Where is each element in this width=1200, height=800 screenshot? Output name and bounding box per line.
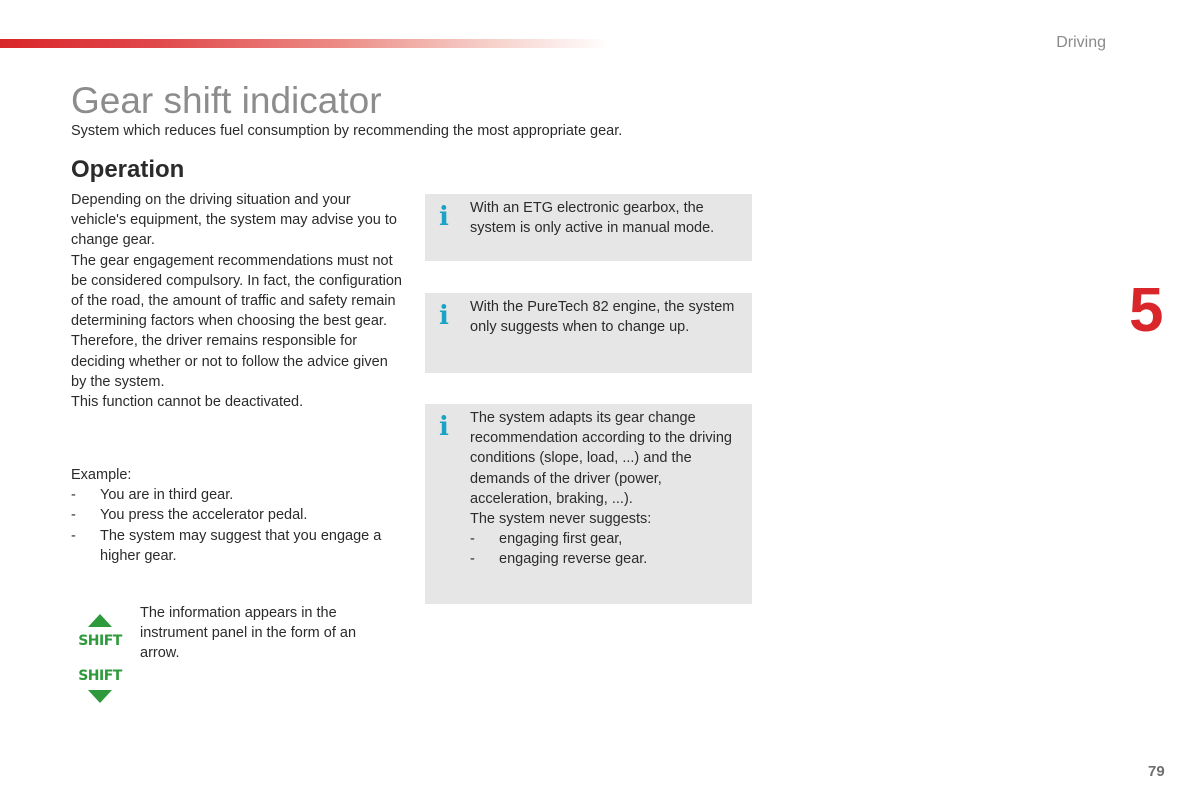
page-number: 79 xyxy=(1148,763,1165,780)
example-block xyxy=(71,465,401,566)
info-icon: i xyxy=(439,412,449,442)
list-marker: - xyxy=(71,487,76,504)
chapter-number: 5 xyxy=(1129,276,1164,345)
shift-up-arrow-icon xyxy=(88,614,112,627)
list-item xyxy=(71,485,401,505)
list-item xyxy=(71,526,401,566)
page-title: Gear shift indicator xyxy=(71,80,382,121)
list-item-text: The system may suggest that you engage a higher gear. xyxy=(100,527,382,564)
info-icon: i xyxy=(439,301,449,331)
shift-down-arrow-icon xyxy=(88,690,112,703)
shift-indicator-caption: The information appears in the instrument panel in the form of an arrow. xyxy=(140,605,357,662)
list-marker: - xyxy=(470,551,475,568)
info-box-adaptation xyxy=(425,404,752,604)
list-marker: - xyxy=(71,527,76,544)
info-box-text: With an ETG electronic gearbox, the system is only active in manual mode. xyxy=(470,200,715,237)
list-item xyxy=(470,529,740,549)
list-item-text: You press the accelerator pedal. xyxy=(100,507,308,524)
section-label: Driving xyxy=(1056,34,1106,51)
list-marker: - xyxy=(470,531,475,548)
operation-paragraph: The gear engagement recommendations must not be considered compulsory. In fact, the configuration of the road, the amount of traffic and safety remain determining factors when choosing the best gear. Therefore, the driver remains responsible for deciding whether or not to follow the advice given by the system. xyxy=(71,252,403,390)
shift-indicator-icons xyxy=(78,612,124,706)
info-box-etg xyxy=(425,194,752,261)
section-heading-operation: Operation xyxy=(71,156,185,183)
info-icon: i xyxy=(439,202,449,232)
list-item-text: engaging reverse gear. xyxy=(499,551,648,568)
list-marker: - xyxy=(71,507,76,524)
info-paragraph: The system never suggests: xyxy=(470,511,652,528)
list-item xyxy=(470,549,740,569)
info-paragraph: The system adapts its gear change recommendation according to the driving conditions (slope, load, ...) and the demands of the driver (power, acceleration, braking, ...). xyxy=(470,410,732,507)
info-box-puretech xyxy=(425,293,752,373)
operation-body xyxy=(71,190,406,412)
info-box-text: With the PureTech 82 engine, the system only suggests when to change up. xyxy=(470,299,735,336)
operation-paragraph: This function cannot be deactivated. xyxy=(71,394,304,411)
list-item-text: engaging first gear, xyxy=(499,531,623,548)
shift-up-label: SHIFT xyxy=(78,633,122,649)
header-accent-bar xyxy=(0,39,610,48)
page-subtitle: System which reduces fuel consumption by recommending the most appropriate gear. xyxy=(71,123,623,139)
info-box-text xyxy=(470,408,740,570)
operation-paragraph: Depending on the driving situation and your vehicle's equipment, the system may advise you to change gear. xyxy=(71,192,397,249)
shift-down-label: SHIFT xyxy=(78,668,122,684)
example-label: Example: xyxy=(71,467,132,483)
list-item-text: You are in third gear. xyxy=(100,487,234,504)
list-item xyxy=(71,505,401,525)
